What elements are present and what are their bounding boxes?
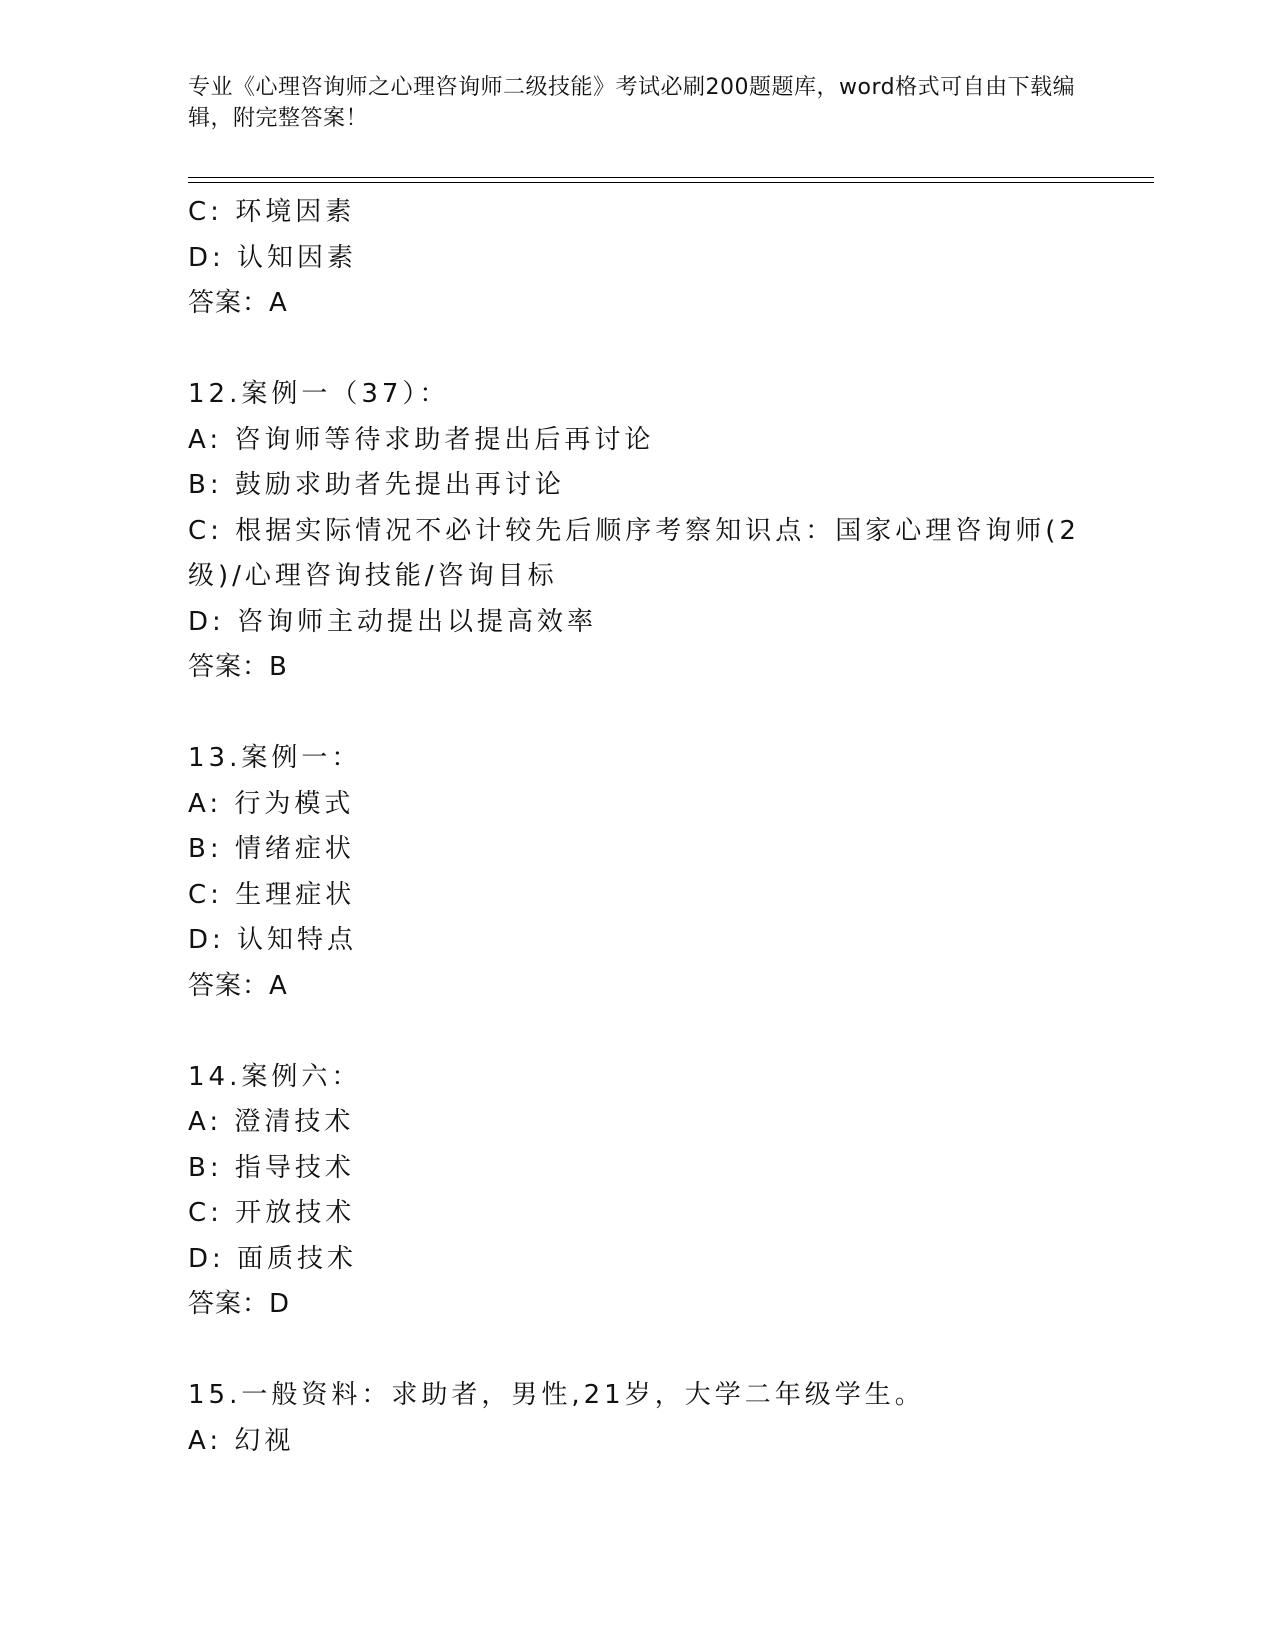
option-text: 生理症状 bbox=[235, 879, 356, 910]
option-line bbox=[188, 827, 1148, 873]
option-letter: A: bbox=[188, 424, 223, 455]
question-stem: 14.案例六： bbox=[188, 1061, 362, 1092]
option-text: 环境因素 bbox=[235, 197, 356, 227]
option-text: 情绪症状 bbox=[234, 834, 355, 864]
question-stem: 13.案例一： bbox=[188, 743, 362, 773]
option-line bbox=[188, 918, 1148, 964]
option-letter: D: bbox=[188, 1243, 225, 1274]
option-letter: B: bbox=[188, 834, 223, 864]
option-line bbox=[188, 418, 1148, 464]
option-text: 咨询师等待求助者提出后再讨论 bbox=[234, 424, 655, 455]
option-line bbox=[188, 1419, 1148, 1465]
spacer bbox=[188, 1328, 1148, 1374]
answer-line: 答案：A bbox=[188, 288, 288, 318]
option-text: 幻视 bbox=[234, 1425, 295, 1456]
option-line bbox=[188, 1191, 1148, 1237]
option-letter: D: bbox=[188, 925, 225, 955]
option-letter: C: bbox=[188, 879, 223, 910]
option-text: 面质技术 bbox=[237, 1243, 358, 1274]
option-text: 根据实际情况不必计较先后顺序考察知识点：国家心理咨询师(2级)/心理咨询技能/咨询目标 bbox=[188, 515, 1080, 591]
option-letter: B: bbox=[188, 470, 223, 500]
option-text: 行为模式 bbox=[234, 788, 355, 819]
option-letter: C: bbox=[188, 1198, 223, 1228]
option-letter: A: bbox=[188, 1425, 223, 1456]
option-text: 鼓励求助者先提出再讨论 bbox=[234, 470, 565, 500]
header-rule-top bbox=[188, 177, 1154, 178]
option-line bbox=[188, 1100, 1148, 1146]
option-letter: A: bbox=[188, 788, 223, 819]
option-line bbox=[188, 1146, 1148, 1192]
option-text: 认知因素 bbox=[237, 242, 358, 273]
option-text: 指导技术 bbox=[234, 1152, 355, 1183]
option-text: 咨询师主动提出以提高效率 bbox=[237, 606, 598, 637]
answer-line: 答案：A bbox=[188, 970, 288, 1001]
document-header bbox=[188, 72, 1088, 134]
spacer bbox=[188, 691, 1148, 737]
document-title: 专业《心理咨询师之心理咨询师二级技能》考试必刷200题题库，word格式可自由下载编辑，附完整答案！ bbox=[188, 75, 1076, 131]
option-line bbox=[188, 1237, 1148, 1283]
spacer bbox=[188, 327, 1148, 373]
option-letter: D: bbox=[188, 242, 225, 273]
answer-line: 答案：B bbox=[188, 652, 288, 682]
option-line bbox=[188, 873, 1148, 919]
option-line bbox=[188, 236, 1148, 282]
option-letter: C: bbox=[188, 197, 223, 227]
option-letter: D: bbox=[188, 606, 225, 637]
option-line bbox=[188, 190, 1148, 236]
question-stem: 12.案例一（37）： bbox=[188, 379, 450, 409]
question-stem: 15.一般资料：求助者，男性,21岁，大学二年级学生。 bbox=[188, 1380, 925, 1410]
question-list bbox=[188, 190, 1148, 1464]
option-line bbox=[188, 600, 1148, 646]
spacer bbox=[188, 1009, 1148, 1055]
option-text: 澄清技术 bbox=[234, 1107, 355, 1137]
header-rule-bottom bbox=[188, 182, 1154, 183]
option-line bbox=[188, 463, 1148, 509]
option-letter: C: bbox=[188, 515, 223, 546]
answer-line: 答案：D bbox=[188, 1289, 291, 1319]
option-text: 认知特点 bbox=[237, 925, 358, 955]
option-letter: B: bbox=[188, 1152, 223, 1183]
option-line bbox=[188, 509, 1088, 600]
option-text: 开放技术 bbox=[235, 1198, 356, 1228]
option-line bbox=[188, 782, 1148, 828]
option-letter: A: bbox=[188, 1107, 223, 1137]
